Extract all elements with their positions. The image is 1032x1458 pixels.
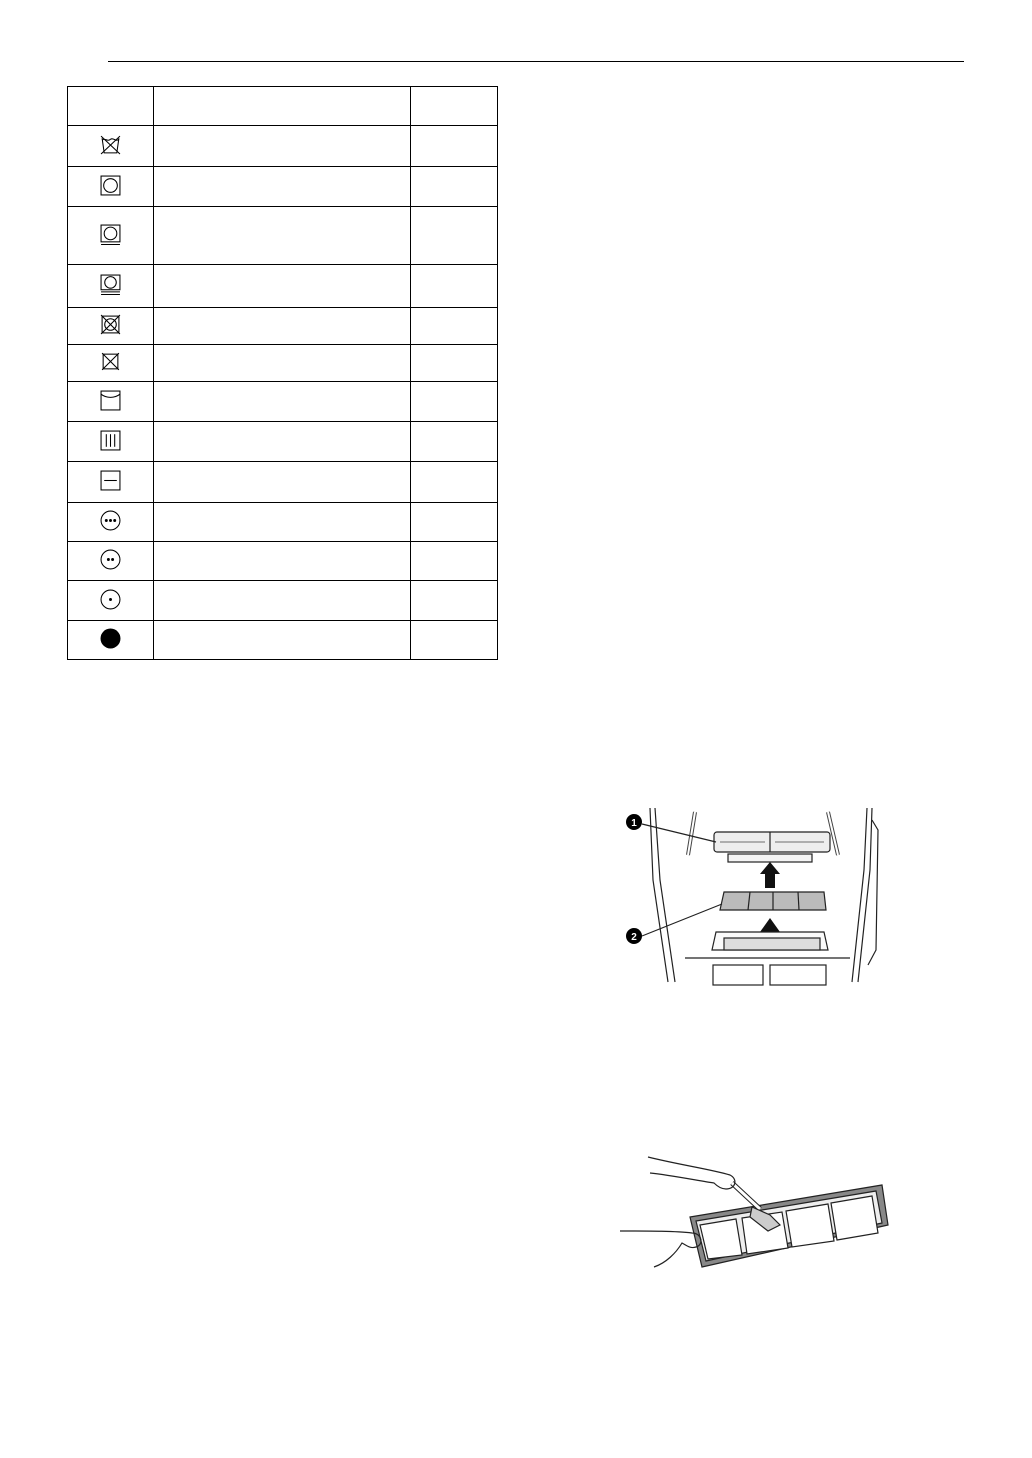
table-row bbox=[68, 345, 498, 382]
value-cell bbox=[411, 308, 498, 345]
symbol-cell bbox=[68, 265, 154, 308]
no-heat-icon bbox=[100, 628, 121, 649]
value-cell bbox=[411, 503, 498, 542]
header-description bbox=[154, 87, 411, 126]
high-heat-icon bbox=[100, 510, 121, 531]
do-not-tumble-dry-icon bbox=[100, 314, 121, 335]
value-cell bbox=[411, 126, 498, 167]
symbol-cell bbox=[68, 422, 154, 462]
value-cell bbox=[411, 581, 498, 621]
tumble-dry-icon bbox=[100, 175, 121, 196]
tumble-dry-permanent-press-icon bbox=[100, 224, 121, 245]
description-cell bbox=[154, 265, 411, 308]
value-cell bbox=[411, 382, 498, 422]
low-heat-icon bbox=[100, 589, 121, 610]
symbol-cell bbox=[68, 382, 154, 422]
description-cell bbox=[154, 167, 411, 207]
symbol-cell bbox=[68, 581, 154, 621]
symbol-cell bbox=[68, 167, 154, 207]
table-row bbox=[68, 167, 498, 207]
symbol-cell bbox=[68, 345, 154, 382]
header-symbol bbox=[68, 87, 154, 126]
value-cell bbox=[411, 265, 498, 308]
header-rule bbox=[108, 61, 964, 62]
table-header-row bbox=[68, 87, 498, 126]
callout-1-label: 1 bbox=[631, 818, 637, 829]
symbol-cell bbox=[68, 503, 154, 542]
symbol-cell bbox=[68, 542, 154, 581]
table-row bbox=[68, 581, 498, 621]
value-cell bbox=[411, 422, 498, 462]
table-row bbox=[68, 126, 498, 167]
care-symbol-table bbox=[67, 86, 498, 660]
filter-removal-illustration bbox=[620, 800, 890, 990]
symbol-cell bbox=[68, 126, 154, 167]
do-not-wash-icon bbox=[100, 134, 121, 155]
description-cell bbox=[154, 308, 411, 345]
table-row bbox=[68, 308, 498, 345]
description-cell bbox=[154, 345, 411, 382]
description-cell bbox=[154, 126, 411, 167]
tumble-dry-gentle-icon bbox=[100, 274, 121, 295]
dry-flat-icon bbox=[100, 470, 121, 491]
header-value bbox=[411, 87, 498, 126]
description-cell bbox=[154, 542, 411, 581]
value-cell bbox=[411, 542, 498, 581]
value-cell bbox=[411, 345, 498, 382]
line-dry-icon bbox=[100, 390, 121, 411]
value-cell bbox=[411, 167, 498, 207]
value-cell bbox=[411, 621, 498, 660]
callout-2-label: 2 bbox=[631, 932, 637, 943]
description-cell bbox=[154, 581, 411, 621]
table-row bbox=[68, 265, 498, 308]
value-cell bbox=[411, 207, 498, 265]
symbol-cell bbox=[68, 207, 154, 265]
description-cell bbox=[154, 422, 411, 462]
table-row bbox=[68, 422, 498, 462]
symbol-cell bbox=[68, 621, 154, 660]
table-row bbox=[68, 621, 498, 660]
description-cell bbox=[154, 621, 411, 660]
description-cell bbox=[154, 462, 411, 503]
medium-heat-icon bbox=[100, 549, 121, 570]
symbol-cell bbox=[68, 308, 154, 345]
table-row bbox=[68, 382, 498, 422]
description-cell bbox=[154, 503, 411, 542]
table-row bbox=[68, 542, 498, 581]
value-cell bbox=[411, 462, 498, 503]
description-cell bbox=[154, 207, 411, 265]
drip-dry-icon bbox=[100, 430, 121, 451]
table-row bbox=[68, 207, 498, 265]
symbol-cell bbox=[68, 462, 154, 503]
description-cell bbox=[154, 382, 411, 422]
filter-cleaning-illustration bbox=[620, 1145, 890, 1275]
table-row bbox=[68, 462, 498, 503]
do-not-dry-icon bbox=[100, 351, 121, 372]
table-row bbox=[68, 503, 498, 542]
